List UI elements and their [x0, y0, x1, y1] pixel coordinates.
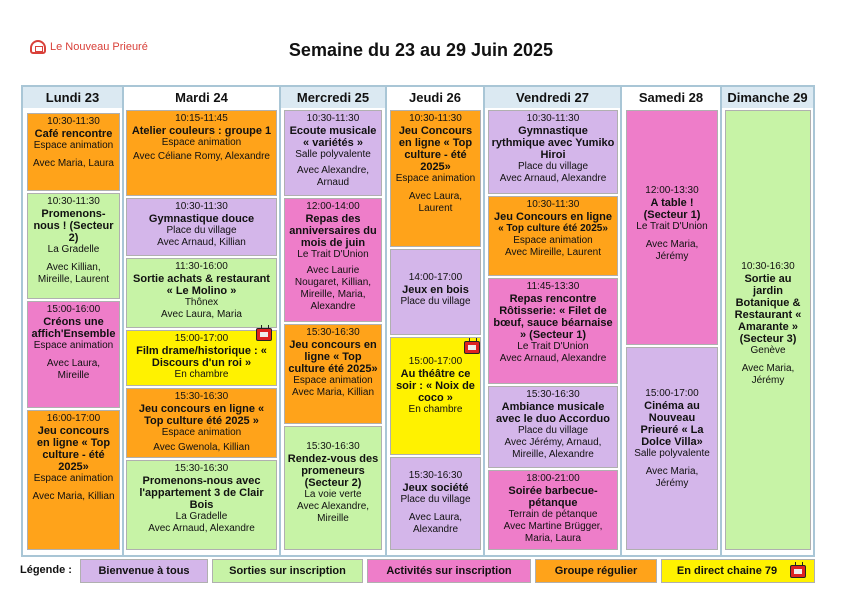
event-time: 15:30-16:30	[306, 327, 360, 338]
day-header-dimanche: Dimanche 29	[722, 87, 813, 108]
legend-label: Légende :	[20, 564, 72, 576]
legend-item-direct: En direct chaine 79	[661, 559, 815, 583]
day-header-vendredi: Vendredi 27	[485, 87, 620, 108]
event-place: Thônex	[184, 297, 219, 308]
event-title: Promenons-nous avec l'appartement 3 de Clair Bois	[139, 475, 264, 511]
event-time: 11:30-16:00	[175, 261, 228, 272]
tv-icon	[790, 565, 806, 578]
event-time: 15:00-16:00	[46, 304, 101, 315]
event-place: En chambre	[408, 404, 463, 415]
event-title: Café rencontre	[34, 128, 113, 140]
event-card[interactable]	[126, 460, 277, 550]
event-time: 11:45-13:30	[526, 281, 580, 292]
event-time: 10:30-11:30	[526, 113, 580, 124]
event-time: 15:00-17:00	[645, 388, 699, 399]
event-staff: Avec Maria, Jérémy	[645, 239, 699, 262]
legend-item-sorties: Sorties sur inscription	[212, 559, 363, 583]
event-staff: Avec Gwenola, Killian	[153, 442, 250, 453]
event-place: La Gradelle	[47, 244, 100, 255]
event-card[interactable]	[126, 258, 277, 328]
event-place: Espace animation	[395, 173, 476, 184]
event-card[interactable]	[284, 198, 382, 322]
event-staff: Avec Killian, Mireille, Laurent	[37, 262, 110, 285]
event-title: Film drame/historique : « Discours d'un roi »	[136, 345, 267, 369]
event-time: 10:15-11:45	[175, 113, 228, 124]
event-card[interactable]	[284, 110, 382, 196]
event-time: 15:30-16:30	[174, 391, 229, 402]
event-title: Rendez-vous des promeneurs (Secteur 2)	[287, 453, 379, 489]
event-staff: Avec Alexandre, Mireille	[296, 501, 370, 524]
event-time: 10:30-11:30	[526, 199, 580, 210]
event-staff: Avec Laura, Laurent	[408, 191, 463, 214]
event-title: Repas des anniversaires du mois de juin	[289, 213, 377, 249]
event-card[interactable]	[626, 347, 718, 550]
event-place: Terrain de pétanque	[508, 509, 598, 520]
event-staff: Avec Maria, Killian	[291, 387, 375, 398]
event-place: La voie verte	[304, 489, 362, 500]
legend-item-groupe: Groupe régulier	[535, 559, 657, 583]
event-time: 12:00-13:30	[645, 185, 699, 196]
event-place: Espace animation	[33, 140, 114, 151]
event-place: La Gradelle	[175, 511, 228, 522]
event-card[interactable]	[390, 110, 481, 247]
logo-text: Le Nouveau Prieuré	[50, 41, 148, 53]
event-staff: Avec Maria, Killian	[32, 491, 115, 502]
event-place: Le Trait D'Union	[636, 221, 708, 232]
event-place: Place du village	[517, 161, 589, 172]
event-card[interactable]	[488, 196, 618, 276]
event-card[interactable]	[488, 110, 618, 194]
event-staff: Avec Laura, Alexandre	[408, 512, 463, 535]
event-subtitle: « Top culture été 2025»	[498, 223, 608, 234]
event-time: 10:30-16:30	[741, 261, 795, 272]
day-header-lundi: Lundi 23	[23, 87, 122, 108]
event-title: Jeux société	[402, 482, 469, 494]
event-title: Soirée barbecue-pétanque	[508, 485, 598, 509]
event-place: Salle polyvalente	[295, 149, 371, 160]
event-time: 16:00-17:00	[46, 413, 101, 424]
event-place: Espace animation	[513, 235, 593, 246]
legend-item-activites: Activités sur inscription	[367, 559, 531, 583]
day-header-mardi: Mardi 24	[124, 87, 279, 108]
day-header-mercredi: Mercredi 25	[281, 87, 385, 108]
event-card[interactable]	[27, 410, 120, 550]
event-staff: Avec Martine Brügger, Maria, Laura	[503, 521, 603, 544]
event-title: Ambiance musicale avec le duo Accorduo	[496, 401, 610, 425]
event-place: Espace animation	[33, 340, 114, 351]
tv-icon	[464, 341, 480, 354]
event-title: Promenons-nous ! (Secteur 2)	[33, 208, 114, 244]
event-time: 10:30-11:30	[47, 196, 100, 207]
event-place: Place du village	[400, 296, 471, 307]
event-card[interactable]	[126, 330, 277, 386]
legend-item-bienvenue: Bienvenue à tous	[80, 559, 208, 583]
event-card[interactable]	[126, 198, 277, 256]
event-card[interactable]	[390, 249, 481, 335]
event-place: Genève	[750, 345, 786, 356]
event-place: Place du village	[166, 225, 237, 236]
event-staff: Avec Jérémy, Arnaud, Mireille, Alexandre	[504, 437, 602, 460]
day-header-jeudi: Jeudi 26	[387, 87, 483, 108]
event-title: Ecoute musicale « variétés »	[289, 125, 377, 149]
event-staff: Avec Arnaud, Killian	[157, 237, 246, 248]
event-time: 15:30-16:30	[526, 389, 580, 400]
event-time: 10:30-11:30	[175, 201, 228, 212]
event-place: Salle polyvalente	[634, 448, 710, 459]
event-staff: Avec Arnaud, Alexandre	[148, 523, 255, 534]
event-title: Atelier couleurs : groupe 1	[131, 125, 272, 137]
event-title: Jeu Concours en ligne « Top culture - été 2025»	[398, 125, 473, 173]
event-title: Jeu Concours en ligne	[494, 211, 612, 223]
event-title: Cinéma au Nouveau Prieuré « La Dolce Villa»	[640, 400, 704, 448]
event-time: 15:00-17:00	[408, 356, 463, 367]
event-staff: Avec Mireille, Laurent	[505, 247, 601, 258]
event-time: 12:00-14:00	[306, 201, 360, 212]
event-place: Place du village	[517, 425, 589, 436]
event-place: Place du village	[400, 494, 471, 505]
event-title: A table ! (Secteur 1)	[643, 197, 701, 221]
event-staff: Avec Céliane Romy, Alexandre	[133, 151, 270, 162]
event-staff: Avec Laurie Nougaret, Killian, Mireille, Maria, Alexandre	[294, 265, 372, 312]
event-staff: Avec Laura, Maria	[161, 309, 242, 320]
event-time: 15:30-16:30	[174, 463, 229, 474]
event-card[interactable]	[488, 386, 618, 468]
event-card[interactable]	[488, 278, 618, 384]
event-place: Espace animation	[33, 473, 114, 484]
event-card[interactable]	[27, 301, 120, 408]
event-time: 15:30-16:30	[306, 441, 360, 452]
event-staff: Avec Maria, Laura	[33, 158, 114, 169]
event-place: Le Trait D'Union	[517, 341, 589, 352]
event-staff: Avec Maria, Jérémy	[741, 363, 795, 386]
event-title: Repas rencontre Rôtisserie: « Filet de bœuf, sauce béarnaise » (Secteur 1)	[493, 293, 613, 341]
event-card[interactable]	[284, 324, 382, 424]
event-place: Espace animation	[161, 137, 242, 148]
event-staff: Avec Maria, Jérémy	[645, 466, 699, 489]
event-place: Le Trait D'Union	[297, 249, 369, 260]
page-title: Semaine du 23 au 29 Juin 2025	[288, 40, 554, 60]
event-card[interactable]	[725, 110, 811, 550]
event-staff: Avec Arnaud, Alexandre	[499, 173, 607, 184]
event-title: Gymnastique douce	[148, 213, 255, 225]
event-title: Jeu concours en ligne « Top culture - été 2025»	[36, 425, 111, 473]
event-staff: Avec Alexandre, Arnaud	[296, 165, 370, 188]
event-card[interactable]	[27, 193, 120, 299]
event-time: 18:00-21:00	[526, 473, 580, 484]
event-staff: Avec Laura, Mireille	[46, 358, 101, 381]
event-card[interactable]	[284, 426, 382, 550]
tv-icon	[256, 328, 272, 341]
event-time: 14:00-17:00	[408, 272, 463, 283]
event-title: Au théâtre ce soir : « Noix de coco »	[396, 368, 475, 404]
event-card[interactable]	[390, 457, 481, 550]
event-title: Sortie achats & restaurant « Le Molino »	[133, 273, 270, 297]
event-place: En chambre	[174, 369, 229, 380]
event-title: Jeux en bois	[402, 284, 469, 296]
event-card[interactable]	[126, 388, 277, 458]
event-card[interactable]	[126, 110, 277, 196]
event-time: 10:30-11:30	[306, 113, 360, 124]
event-place: Espace animation	[161, 427, 242, 438]
event-card[interactable]	[626, 110, 718, 345]
event-title: Jeu concours en ligne « Top culture été 2025 »	[138, 403, 265, 427]
event-title: Gymnastique rythmique avec Yumiko Hiroi	[491, 125, 615, 161]
event-title: Sortie au jardin Botanique & Restaurant « Amarante » (Secteur 3)	[734, 273, 802, 345]
event-title: Jeu concours en ligne « Top culture été 2025»	[288, 339, 378, 375]
event-place: Espace animation	[293, 375, 373, 386]
event-title: Créons une affich'Ensemble	[31, 316, 116, 340]
event-time: 10:30-11:30	[47, 116, 100, 127]
event-time: 15:00-17:00	[174, 333, 229, 344]
event-card[interactable]	[390, 337, 481, 455]
event-time: 10:30-11:30	[409, 113, 462, 124]
event-card[interactable]	[27, 113, 120, 191]
event-staff: Avec Arnaud, Alexandre	[499, 353, 607, 364]
event-time: 15:30-16:30	[408, 470, 463, 481]
event-card[interactable]	[488, 470, 618, 550]
day-header-samedi: Samedi 28	[622, 87, 720, 108]
